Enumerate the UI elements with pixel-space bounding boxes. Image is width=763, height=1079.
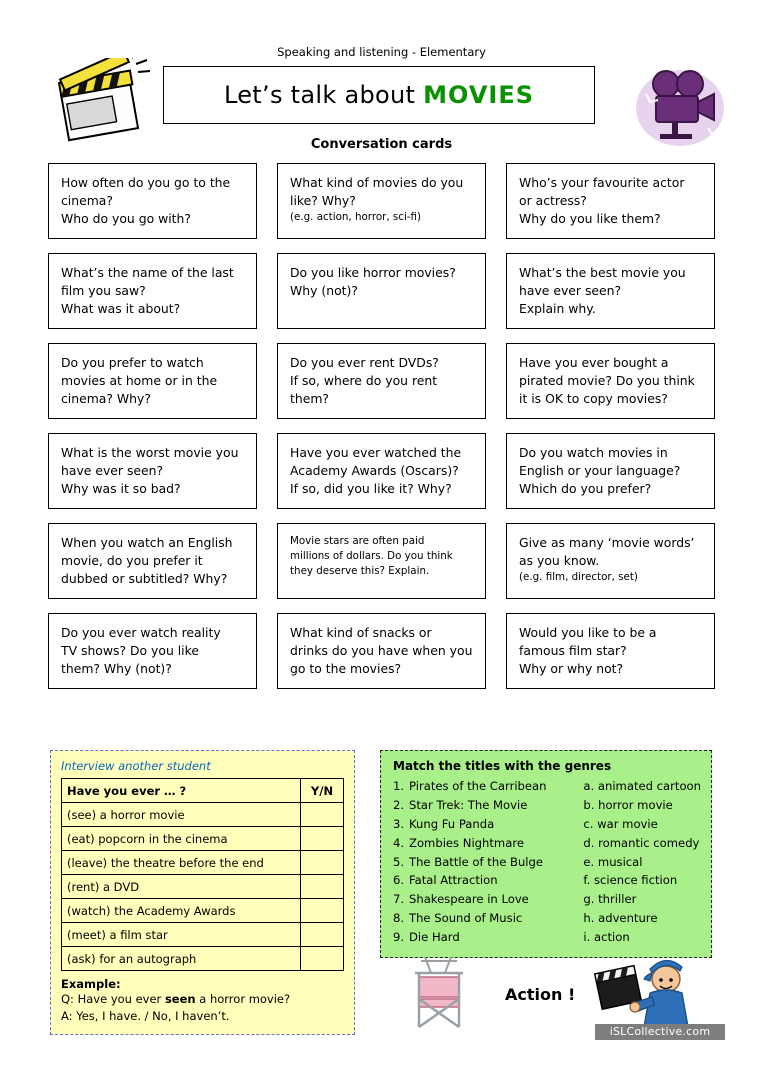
card-line: Do you watch movies in	[519, 444, 668, 460]
item-text: Fatal Attraction	[409, 873, 498, 888]
conversation-card	[48, 613, 257, 689]
clapperboard-icon	[52, 58, 152, 148]
example-label: Example:	[61, 977, 121, 991]
interview-answer-cell[interactable]	[301, 947, 344, 971]
item-text: Star Trek: The Movie	[409, 797, 528, 812]
conversation-card	[277, 613, 486, 689]
interview-row-label: (watch) the Academy Awards	[62, 899, 301, 923]
card-row	[48, 523, 716, 599]
interview-answer-cell[interactable]	[301, 899, 344, 923]
conversation-cards	[48, 163, 716, 703]
table-row	[62, 827, 344, 851]
card-line: What kind of movies do you	[290, 175, 464, 190]
table-header-row	[62, 779, 344, 803]
conversation-card	[506, 613, 715, 689]
table-row	[62, 851, 344, 875]
item-text: Pirates of the Carribean	[409, 779, 547, 793]
item-number: 8.	[393, 911, 405, 926]
card-row	[48, 163, 716, 239]
card-line: or actress?	[519, 192, 587, 208]
card-line: Do you like horror movies?	[290, 264, 456, 280]
card-line: If so, where do you rent	[290, 372, 438, 388]
conversation-card	[277, 163, 486, 239]
card-line: cinema?	[61, 192, 113, 208]
card-line: Give as many ‘movie words’	[519, 534, 695, 550]
matching-title-item[interactable]	[393, 834, 583, 853]
card-row	[48, 343, 716, 419]
conversation-card	[506, 253, 715, 329]
item-number: 5.	[393, 854, 405, 869]
interview-row-label: (see) a horror movie	[62, 803, 301, 827]
card-line: like? Why?	[290, 192, 356, 208]
interview-answer-cell[interactable]	[301, 923, 344, 947]
card-line: them? Why (not)?	[61, 660, 172, 676]
conversation-card	[48, 343, 257, 419]
card-line: have ever seen?	[519, 282, 622, 298]
card-line: When you watch an English	[61, 534, 233, 550]
item-number: 6.	[393, 873, 405, 888]
card-line: How often do you go to the	[61, 175, 231, 190]
interview-header-yn: Y/N	[301, 779, 344, 803]
interview-answer-cell[interactable]	[301, 875, 344, 899]
card-line: Academy Awards (Oscars)?	[290, 462, 459, 478]
table-row	[62, 947, 344, 971]
card-line: famous film star?	[519, 642, 627, 658]
title-prefix: Let’s talk about	[223, 81, 424, 109]
matching-genre-item[interactable]: g. thriller	[583, 892, 637, 907]
example-q-prefix: Q: Have you ever	[61, 992, 165, 1006]
matching-title-item[interactable]	[393, 909, 583, 928]
matching-title: Match the titles with the genres	[393, 759, 612, 773]
matching-title-item[interactable]	[393, 815, 583, 834]
item-text: Shakespeare in Love	[409, 892, 529, 907]
interview-exercise	[50, 750, 355, 1035]
interview-answer-cell[interactable]	[301, 851, 344, 875]
interview-title: Interview another student	[61, 759, 211, 773]
item-number: 9.	[393, 930, 405, 945]
matching-genre-item[interactable]: h. adventure	[583, 911, 658, 926]
matching-genre-item[interactable]: c. war movie	[583, 816, 658, 831]
card-line: Do you ever rent DVDs?	[290, 354, 439, 370]
card-line: TV shows? Do you like	[61, 642, 199, 658]
worksheet-subtitle: Speaking and listening - Elementary	[277, 45, 486, 59]
page-title	[224, 81, 534, 109]
matching-genre-item[interactable]: b. horror movie	[583, 797, 673, 812]
card-line: movie, do you prefer it	[61, 552, 203, 568]
interview-row-label: (meet) a film star	[62, 923, 301, 947]
card-line: as you know.	[519, 552, 600, 568]
item-text: The Battle of the Bulge	[409, 854, 544, 869]
item-number: 7.	[393, 892, 405, 907]
card-row	[48, 253, 716, 329]
card-line: drinks do you have when you	[290, 642, 473, 658]
title-box	[163, 66, 595, 124]
example-q-bold: seen	[164, 992, 196, 1006]
card-line: Have you ever bought a	[519, 354, 669, 370]
card-line: movies at home or in the	[61, 372, 218, 388]
matching-title-item[interactable]	[393, 853, 583, 872]
card-line: What kind of snacks or	[290, 624, 432, 640]
matching-title-item[interactable]	[393, 890, 583, 909]
card-line: What was it about?	[61, 300, 181, 316]
card-line: Why do you like them?	[519, 210, 661, 226]
card-line: dubbed or subtitled? Why?	[61, 570, 228, 586]
matching-genre-item[interactable]: a. animated cartoon	[583, 779, 701, 793]
item-number: 4.	[393, 835, 405, 850]
card-line: have ever seen?	[61, 462, 164, 478]
interview-table	[61, 778, 344, 971]
conversation-card	[277, 253, 486, 329]
card-line: Do you ever watch reality	[61, 624, 221, 640]
card-note: (e.g. film, director, set)	[519, 570, 638, 583]
item-text: Die Hard	[409, 930, 460, 945]
card-line: Why or why not?	[519, 660, 624, 676]
matching-genre-item[interactable]: i. action	[583, 930, 630, 945]
item-number: 3.	[393, 816, 405, 831]
matching-columns	[393, 777, 701, 947]
card-line: Who’s your favourite actor	[519, 175, 685, 190]
card-line: If so, did you like it? Why?	[290, 480, 452, 496]
item-number: 2.	[393, 797, 405, 812]
matching-genre-item[interactable]: f. science fiction	[583, 873, 678, 888]
conversation-card	[506, 523, 715, 599]
card-line: it is OK to copy movies?	[519, 390, 668, 406]
conversation-card	[48, 433, 257, 509]
matching-title-item[interactable]	[393, 796, 583, 815]
matching-title-item[interactable]	[393, 928, 583, 947]
conversation-card	[506, 163, 715, 239]
conversation-card	[277, 433, 486, 509]
item-text: Kung Fu Panda	[409, 816, 495, 831]
interview-row-label: (eat) popcorn in the cinema	[62, 827, 301, 851]
conversation-card	[506, 343, 715, 419]
action-text: Action !	[505, 985, 576, 1004]
card-line: What’s the name of the last	[61, 264, 234, 280]
conversation-card	[48, 523, 257, 599]
card-row	[48, 433, 716, 509]
header	[0, 30, 763, 140]
conversation-card	[277, 523, 486, 599]
interview-answer-cell[interactable]	[301, 803, 344, 827]
card-line: Explain why.	[519, 300, 596, 316]
conversation-card	[277, 343, 486, 419]
matching-title-item[interactable]	[393, 777, 583, 796]
card-line: film you saw?	[61, 282, 146, 298]
card-line: Do you prefer to watch	[61, 354, 204, 370]
card-line: pirated movie? Do you think	[519, 372, 695, 388]
card-line: Movie stars are often paid	[290, 534, 425, 547]
interview-row-label: (rent) a DVD	[62, 875, 301, 899]
card-line: Why (not)?	[290, 282, 358, 298]
conversation-cards-label: Conversation cards	[310, 137, 453, 152]
example-question	[61, 991, 344, 1008]
card-line: What is the worst movie you	[61, 444, 239, 460]
table-row	[62, 875, 344, 899]
card-line: English or your language?	[519, 462, 681, 478]
card-row	[48, 613, 716, 689]
site-watermark: iSLCollective.com	[595, 1024, 725, 1040]
card-line: millions of dollars. Do you think	[290, 549, 453, 562]
card-line: they deserve this? Explain.	[290, 564, 430, 577]
card-line: Why was it so bad?	[61, 480, 181, 496]
item-text: The Sound of Music	[409, 911, 523, 926]
table-row	[62, 923, 344, 947]
item-text: Zombies Nightmare	[409, 835, 524, 850]
matching-exercise	[380, 750, 712, 958]
conversation-card	[48, 253, 257, 329]
card-line: What’s the best movie you	[519, 264, 686, 280]
matching-genres-column	[583, 777, 701, 947]
interview-answer-cell[interactable]	[301, 827, 344, 851]
matching-genre-item[interactable]: d. romantic comedy	[583, 835, 700, 850]
conversation-card	[48, 163, 257, 239]
title-highlight: MOVIES	[423, 81, 534, 109]
matching-titles-column	[393, 777, 583, 947]
example-q-suffix: a horror movie?	[195, 992, 291, 1006]
conversation-card	[506, 433, 715, 509]
example-answer: A: Yes, I have. / No, I haven’t.	[61, 1008, 230, 1023]
interview-row-label: (ask) for an autograph	[62, 947, 301, 971]
card-line: Would you like to be a	[519, 624, 657, 640]
matching-genre-item[interactable]: e. musical	[583, 854, 643, 869]
card-line: cinema? Why?	[61, 390, 151, 406]
table-row	[62, 899, 344, 923]
table-row	[62, 803, 344, 827]
card-line: them?	[290, 390, 329, 406]
card-line: go to the movies?	[290, 660, 402, 676]
card-line: Who do you go with?	[61, 210, 191, 226]
card-line: Which do you prefer?	[519, 480, 652, 496]
director-chair-icon	[405, 955, 480, 1035]
interview-header-question: Have you ever … ?	[62, 779, 301, 803]
interview-row-label: (leave) the theatre before the end	[62, 851, 301, 875]
matching-title-item[interactable]	[393, 871, 583, 890]
card-note: (e.g. action, horror, sci-fi)	[290, 210, 422, 223]
card-line: Have you ever watched the	[290, 444, 462, 460]
item-number: 1.	[393, 779, 405, 793]
